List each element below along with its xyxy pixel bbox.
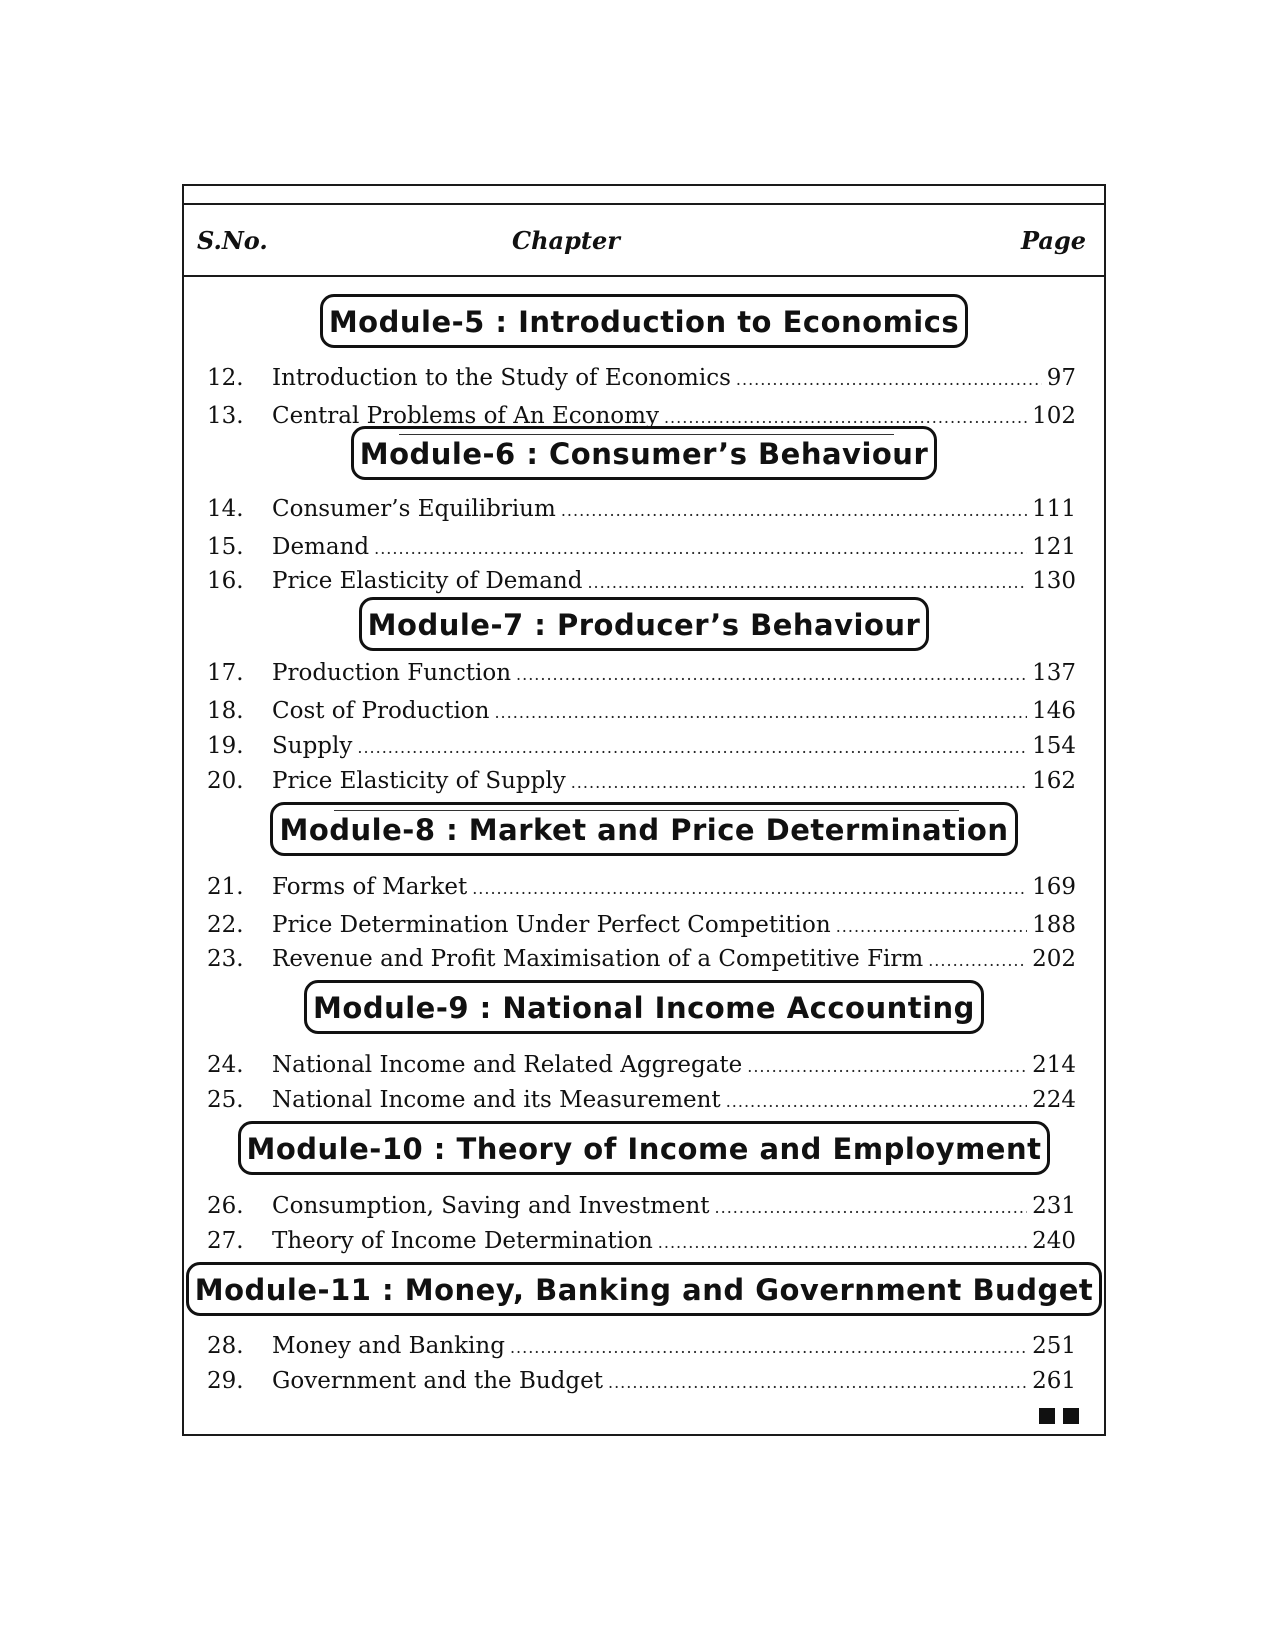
chapter-row: [207, 656, 1076, 690]
module-title: Module-6 : Consumer’s Behaviour: [351, 426, 938, 480]
end-square-icon: [1063, 1408, 1079, 1424]
chapter-row: [207, 870, 1076, 904]
chapter-title: Price Determination Under Perfect Competition: [272, 912, 831, 938]
top-rule: [184, 203, 1104, 205]
module-title: Module-9 : National Income Accounting: [304, 980, 984, 1034]
chapter-title: Forms of Market: [272, 874, 468, 900]
chapter-row: [207, 492, 1076, 526]
chapter-title: Consumption, Saving and Investment: [272, 1193, 710, 1219]
chapter-page: 169: [1032, 874, 1076, 900]
chapter-page: 202: [1032, 946, 1076, 972]
leader-dots: [571, 764, 1027, 800]
leader-dots: [472, 870, 1027, 906]
chapter-page: 261: [1032, 1368, 1076, 1394]
chapter-page: 111: [1032, 496, 1076, 522]
chapter-title: Government and the Budget: [272, 1368, 603, 1394]
chapter-title: Theory of Income Determination: [272, 1228, 653, 1254]
module-title: Module-5 : Introduction to Economics: [320, 294, 968, 348]
module-heading: [184, 980, 1104, 1032]
module-heading: [184, 802, 1104, 854]
chapter-row: [207, 1083, 1076, 1117]
module-heading: [184, 294, 1104, 346]
chapter-row: [207, 908, 1076, 942]
chapter-row: [207, 764, 1076, 798]
chapter-page: 251: [1032, 1333, 1076, 1359]
module-heading: [184, 597, 1104, 649]
contents-table: [182, 184, 1106, 1436]
chapter-row: [207, 1364, 1076, 1398]
chapter-page: 97: [1046, 365, 1076, 391]
header-rule: [184, 275, 1104, 277]
chapter-row: [207, 1048, 1076, 1082]
leader-dots: [726, 1083, 1027, 1119]
chapter-page: 240: [1032, 1228, 1076, 1254]
chapter-number: 18.: [207, 698, 244, 724]
chapter-page: 130: [1032, 568, 1076, 594]
chapter-page: 146: [1032, 698, 1076, 724]
chapter-number: 14.: [207, 496, 244, 522]
chapter-number: 24.: [207, 1052, 244, 1078]
chapter-title: Production Function: [272, 660, 512, 686]
chapter-number: 28.: [207, 1333, 244, 1359]
leader-dots: [587, 564, 1027, 600]
chapter-row: [207, 1224, 1076, 1258]
chapter-title: Money and Banking: [272, 1333, 505, 1359]
leader-dots: [516, 656, 1027, 692]
chapter-title: Consumer’s Equilibrium: [272, 496, 556, 522]
leader-dots: [736, 361, 1042, 397]
header-chapter: Chapter: [512, 226, 620, 255]
module-title: Module-7 : Producer’s Behaviour: [359, 597, 930, 651]
chapter-row: [207, 564, 1076, 598]
header-sno: S.No.: [197, 226, 268, 255]
leader-dots: [747, 1048, 1027, 1084]
chapter-number: 13.: [207, 403, 244, 429]
leader-dots: [836, 908, 1027, 944]
module-title: Module-11 : Money, Banking and Government Budget: [186, 1262, 1103, 1316]
chapter-title: Price Elasticity of Demand: [272, 568, 583, 594]
chapter-row: [207, 1329, 1076, 1363]
chapter-number: 21.: [207, 874, 244, 900]
module-title: Module-10 : Theory of Income and Employment: [238, 1121, 1051, 1175]
leader-dots: [715, 1189, 1028, 1225]
chapter-title: Cost of Production: [272, 698, 490, 724]
chapter-number: 12.: [207, 365, 244, 391]
module-heading: [184, 426, 1104, 478]
chapter-number: 25.: [207, 1087, 244, 1113]
chapter-page: 121: [1032, 534, 1076, 560]
chapter-number: 16.: [207, 568, 244, 594]
leader-dots: [561, 492, 1027, 528]
chapter-number: 26.: [207, 1193, 244, 1219]
chapter-page: 154: [1032, 733, 1076, 759]
chapter-title: Supply: [272, 733, 353, 759]
module-title: Module-8 : Market and Price Determination: [270, 802, 1017, 856]
leader-dots: [374, 530, 1027, 566]
leader-dots: [928, 942, 1027, 978]
chapter-row: [207, 361, 1076, 395]
module-heading: [184, 1121, 1104, 1173]
chapter-title: National Income and its Measurement: [272, 1087, 721, 1113]
chapter-title: Revenue and Profit Maximisation of a Competitive Firm: [272, 946, 924, 972]
chapter-row: [207, 1189, 1076, 1223]
chapter-title: Central Problems of An Economy: [272, 403, 659, 429]
chapter-number: 29.: [207, 1368, 244, 1394]
chapter-page: 214: [1032, 1052, 1076, 1078]
leader-dots: [608, 1364, 1027, 1400]
chapter-row: [207, 694, 1076, 728]
leader-dots: [658, 1224, 1027, 1260]
end-square-icon: [1039, 1408, 1055, 1424]
chapter-number: 23.: [207, 946, 244, 972]
chapter-row: [207, 530, 1076, 564]
chapter-number: 15.: [207, 534, 244, 560]
chapter-number: 22.: [207, 912, 244, 938]
header-page: Page: [1020, 226, 1086, 255]
chapter-page: 224: [1032, 1087, 1076, 1113]
chapter-row: [207, 942, 1076, 976]
chapter-title: Price Elasticity of Supply: [272, 768, 566, 794]
chapter-title: National Income and Related Aggregate: [272, 1052, 743, 1078]
leader-dots: [357, 729, 1027, 765]
chapter-page: 102: [1032, 403, 1076, 429]
chapter-number: 17.: [207, 660, 244, 686]
chapter-number: 19.: [207, 733, 244, 759]
chapter-page: 137: [1032, 660, 1076, 686]
chapter-page: 188: [1032, 912, 1076, 938]
module-heading: [184, 1262, 1104, 1314]
chapter-number: 20.: [207, 768, 244, 794]
chapter-title: Demand: [272, 534, 370, 560]
end-marks: [1039, 1408, 1079, 1424]
chapter-page: 162: [1032, 768, 1076, 794]
chapter-page: 231: [1032, 1193, 1076, 1219]
chapter-number: 27.: [207, 1228, 244, 1254]
leader-dots: [510, 1329, 1027, 1365]
chapter-row: [207, 729, 1076, 763]
chapter-title: Introduction to the Study of Economics: [272, 365, 731, 391]
leader-dots: [494, 694, 1027, 730]
